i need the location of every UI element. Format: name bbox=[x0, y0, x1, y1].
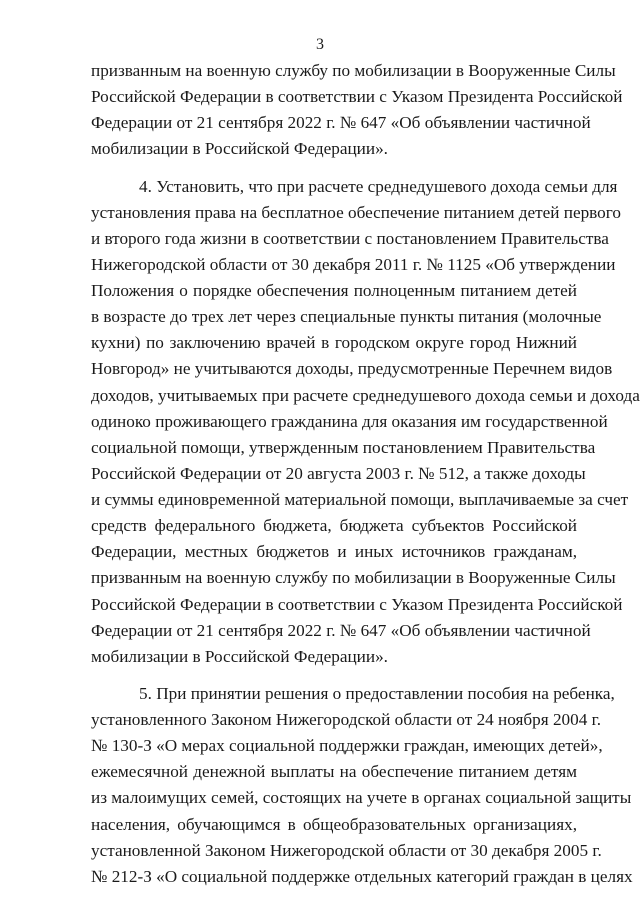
text-line: Федерации от 21 сентября 2022 г. № 647 «Об объявлении частичной bbox=[91, 113, 591, 133]
text-line: и суммы единовременной материальной помощи, выплачиваемые за счет bbox=[91, 490, 629, 509]
text-line: № 212-З «О социальной поддержке отдельных категорий граждан в целях bbox=[91, 866, 633, 886]
text-line: социальной помощи, утвержденным постановлением Правительства bbox=[91, 437, 596, 457]
text-line: и второго года жизни в соответствии с постановлением Правительства bbox=[91, 228, 609, 248]
text-line: установленного Законом Нижегородской области от 24 ноября 2004 г. bbox=[91, 710, 602, 729]
text-line: населения, обучающимся в общеобразовательных организациях, bbox=[91, 814, 577, 834]
paragraph bbox=[91, 58, 623, 163]
text-line: призванным на военную службу по мобилизации в Вооруженные Силы bbox=[91, 61, 616, 80]
paragraph bbox=[91, 681, 633, 890]
document-body bbox=[91, 58, 640, 890]
text-line: № 130-З «О мерах социальной поддержки граждан, имеющих детей», bbox=[91, 736, 603, 756]
text-line: Российской Федерации от 20 августа 2003 г. № 512, а также доходы bbox=[91, 463, 586, 483]
text-line: призванным на военную службу по мобилизации в Вооруженные Силы bbox=[91, 568, 616, 588]
text-line: ежемесячной денежной выплаты на обеспечение питанием детям bbox=[91, 762, 577, 782]
text-line: мобилизации в Российской Федерации». bbox=[91, 646, 388, 666]
text-line: доходов, учитываемых при расчете среднедушевого дохода семьи и дохода bbox=[91, 385, 640, 405]
paragraph bbox=[91, 174, 640, 670]
text-line: Новгород» не учитываются доходы, предусмотренные Перечнем видов bbox=[91, 359, 613, 379]
text-line: Российской Федерации в соответствии с Указом Президента Российской bbox=[91, 594, 623, 614]
text-line: Федерации от 21 сентября 2022 г. № 647 «Об объявлении частичной bbox=[91, 620, 591, 640]
text-line: Положения о порядке обеспечения полноценным питанием детей bbox=[91, 281, 577, 300]
text-line: Нижегородской области от 30 декабря 2011 г. № 1125 «Об утверждении bbox=[91, 254, 616, 274]
text-line: мобилизации в Российской Федерации». bbox=[91, 139, 388, 159]
text-line: Российской Федерации в соответствии с Указом Президента Российской bbox=[91, 87, 623, 107]
text-line: 5. При принятии решения о предоставлении пособия на ребенка, bbox=[139, 683, 615, 703]
text-line: кухни) по заключению врачей в городском округе город Нижний bbox=[91, 333, 577, 353]
text-line: 4. Установить, что при расчете среднедушевого дохода семьи для bbox=[139, 176, 618, 196]
text-line: установления права на бесплатное обеспечение питанием детей первого bbox=[91, 202, 621, 222]
page-number: 3 bbox=[316, 36, 324, 53]
text-line: установленной Законом Нижегородской области от 30 декабря 2005 г. bbox=[91, 840, 602, 860]
text-line: одиноко проживающего гражданина для оказания им государственной bbox=[91, 411, 608, 431]
text-line: из малоимущих семей, состоящих на учете в органах социальной защиты bbox=[91, 788, 632, 808]
text-line: в возрасте до трех лет через специальные пункты питания (молочные bbox=[91, 307, 602, 327]
text-line: Федерации, местных бюджетов и иных источников гражданам, bbox=[91, 542, 577, 562]
text-line: средств федерального бюджета, бюджета субъектов Российской bbox=[91, 516, 577, 536]
